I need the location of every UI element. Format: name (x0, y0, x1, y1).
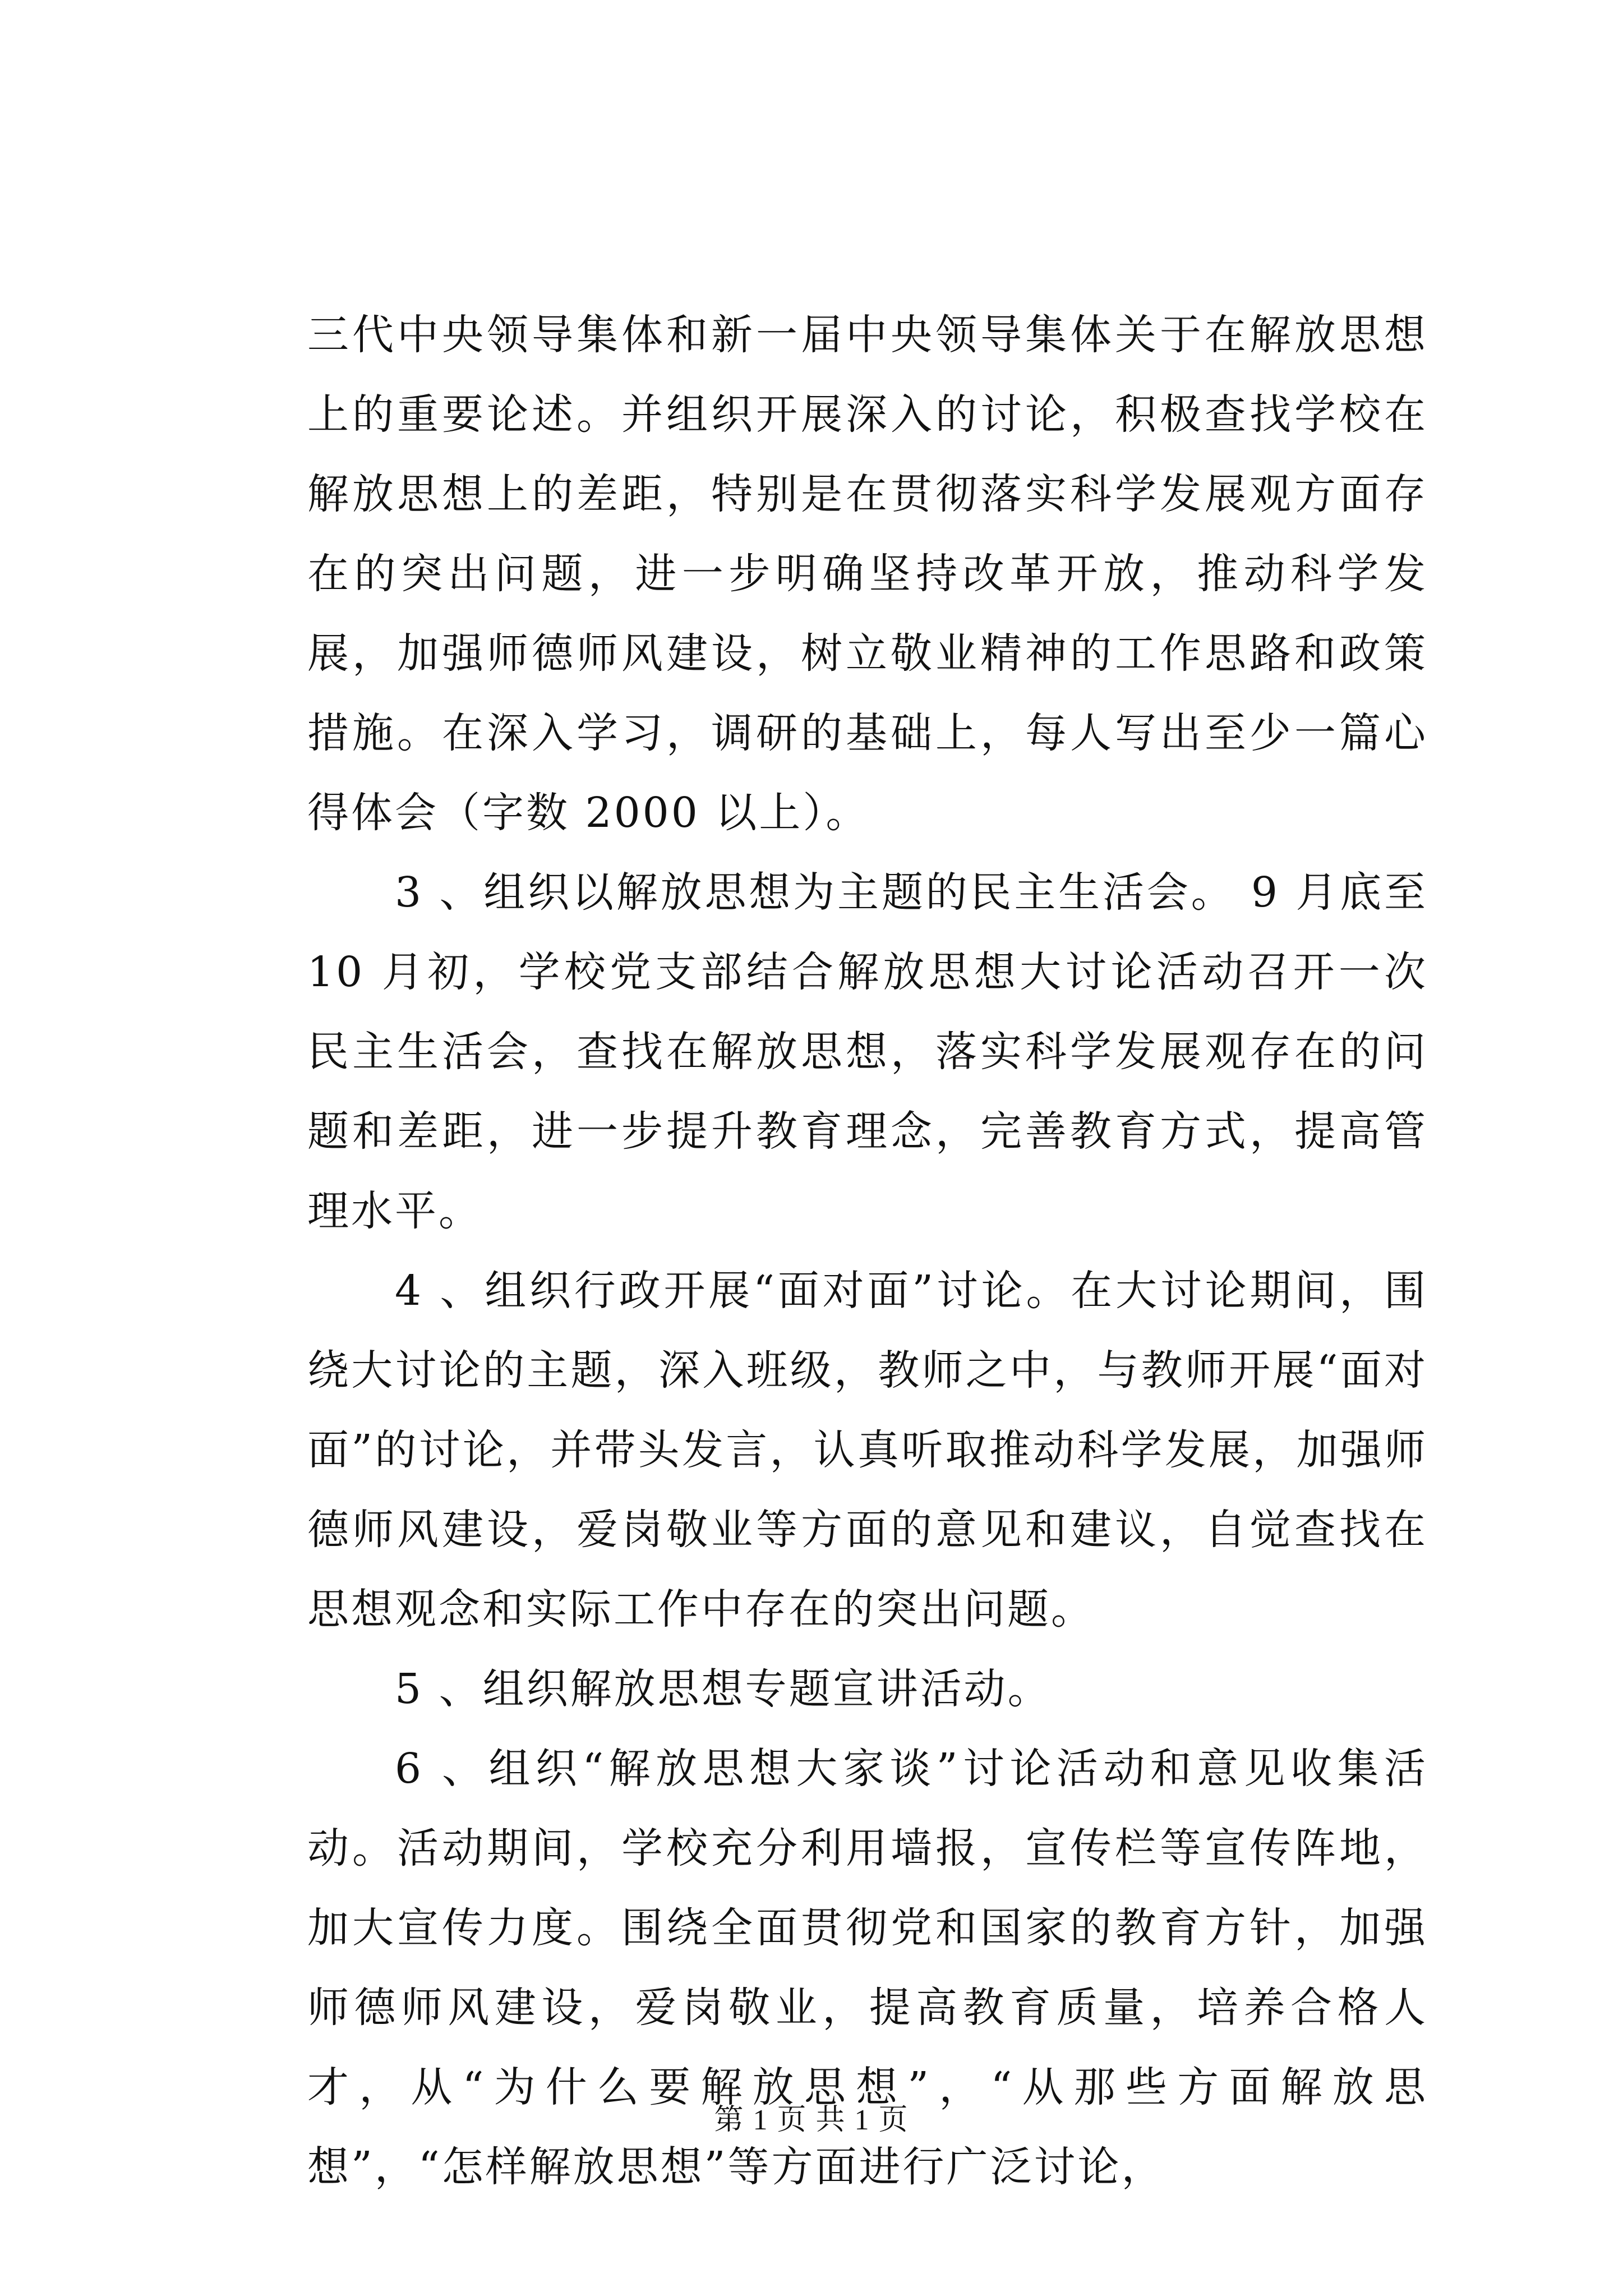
paragraph-5: 6 、组织“解放思想大家谈”讨论活动和意见收集活动。活动期间，学校充分利用墙报，宣传栏等宣传阵地，加大宣传力度。围绕全面贯彻党和国家的教育方针，加强师德师风建设，爱岗敬业，提高教育质量，培养合格人才，从“为什么要解放思想”，“从那些方面解放思想”，“怎样解放思想”等方面进行广泛讨论， (307, 1745, 1428, 2191)
document-body (307, 295, 1428, 2207)
paragraph-1: 三代中央领导集体和新一届中央领导集体关于在解放思想上的重要论述。并组织开展深入的讨论，积极查找学校在解放思想上的差距，特别是在贯彻落实科学发展观方面存在的突出问题，进一步明确坚持改革开放，推动科学发展，加强师德师风建设，树立敬业精神的工作思路和政策措施。在深入学习，调研的基础上，每人写出至少一篇心得体会（字数 2000 以上）。 (307, 311, 1428, 837)
page-footer (0, 2101, 1623, 2140)
page-number-label: 第 1 页 共 1 页 (714, 2104, 909, 2136)
paragraph-3: 4 、组织行政开展“面对面”讨论。在大讨论期间，围绕大讨论的主题，深入班级，教师之中，与教师开展“面对面”的讨论，并带头发言，认真听取推动科学发展，加强师德师风建设，爱岗敬业等方面的意见和建议，自觉查找在思想观念和实际工作中存在的突出问题。 (307, 1267, 1428, 1634)
paragraph-4: 5 、组织解放思想专题宣讲活动。 (395, 1665, 1052, 1713)
paragraph-2: 3 、组织以解放思想为主题的民主生活会。 9 月底至 10 月初，学校党支部结合解放思想大讨论活动召开一次民主生活会，查找在解放思想，落实科学发展观存在的问题和差距，进一步提升教育理念，完善教育方式，提高管理水平。 (307, 868, 1428, 1235)
